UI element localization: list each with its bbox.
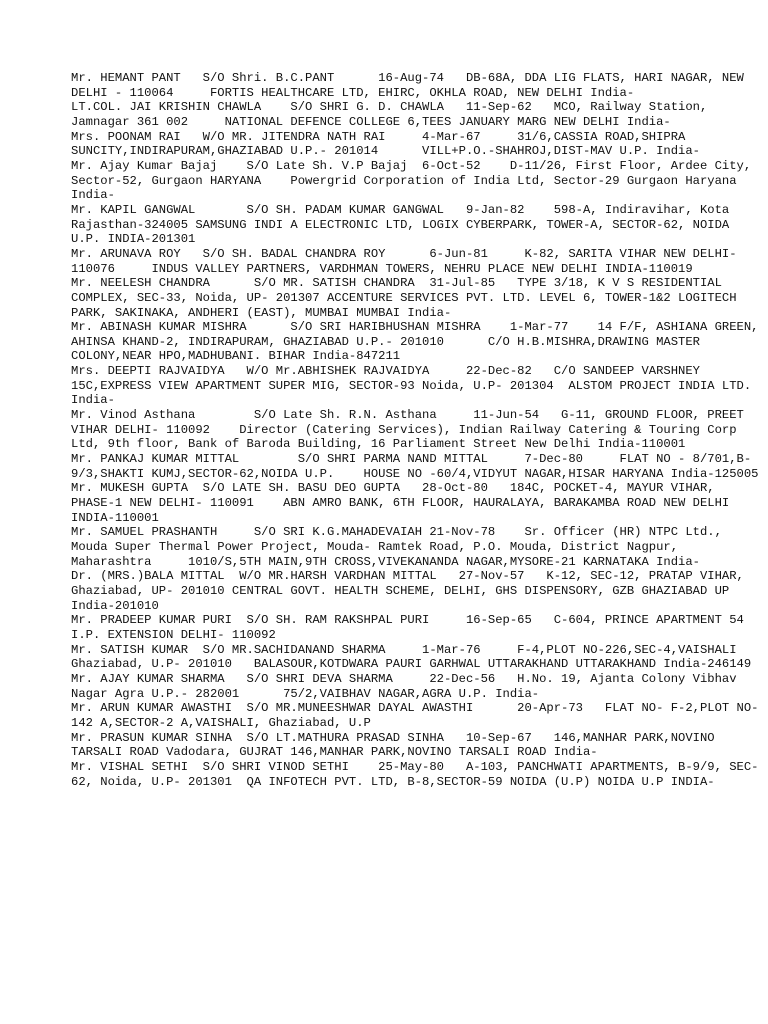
record-entry: Mr. VISHAL SETHI S/O SHRI VINOD SETHI 25-May-80 A-103, PANCHWATI APARTMENTS, B-9/9, SEC-62, Noida, U.P- 201301 QA INFOTECH PVT. LTD, B-8,SECTOR-59 NOIDA (U.P) NOIDA U.P INDIA- <box>71 759 759 789</box>
record-entry: Mr. PANKAJ KUMAR MITTAL S/O SHRI PARMA NAND MITTAL 7-Dec-80 FLAT NO - 8/701,B-9/3,SHAKTI KUMJ,SECTOR-62,NOIDA U.P. HOUSE NO -60/4,VIDYUT NAGAR,HISAR HARYANA India-125005 <box>71 452 759 481</box>
record-entry: Mr. ARUN KUMAR AWASTHI S/O MR.MUNEESHWAR DAYAL AWASTHI 20-Apr-73 FLAT NO- F-2,PLOT NO-142 A,SECTOR-2 A,VAISHALI, Ghaziabad, U.P <box>71 701 759 730</box>
record-entry: Mr. Vinod Asthana S/O Late Sh. R.N. Asthana 11-Jun-54 G-11, GROUND FLOOR, PREET VIHAR DELHI- 110092 Director (Catering Services), Indian Railway Catering & Touring Corp Ltd, 9th floor, Bank of Baroda Building, 16 Parliament Street New Delhi India-110001 <box>71 408 752 452</box>
record-entry: Mr. PRASUN KUMAR SINHA S/O LT.MATHURA PRASAD SINHA 10-Sep-67 146,MANHAR PARK,NOVINO TARSALI ROAD Vadodara, GUJRAT 146,MANHAR PARK,NOVINO TARSALI ROAD India- <box>71 730 722 760</box>
record-entry: Mr. HEMANT PANT S/O Shri. B.C.PANT 16-Aug-74 DB-68A, DDA LIG FLATS, HARI NAGAR, NEW DELHI - 110064 FORTIS HEALTHCARE LTD, EHIRC, OKHLA ROAD, NEW DELHI India- <box>71 71 752 100</box>
record-entry: Mr. SAMUEL PRASHANTH S/O SRI K.G.MAHADEVAIAH 21-Nov-78 Sr. Officer (HR) NTPC Ltd., Mouda Super Thermal Power Project, Mouda- Ramtek Road, P.O. Mouda, District Nagpur, Maharashtra 1010/S,5TH MAIN,9TH CROSS,VIVEKANANDA NAGAR,MYSORE-21 KARNATAKA India- <box>71 525 730 569</box>
record-entry: LT.COL. JAI KRISHIN CHAWLA S/O SHRI G. D. CHAWLA 11-Sep-62 MCO, Railway Station, Jamnagar 361 002 NATIONAL DEFENCE COLLEGE 6,TEES JANUARY MARG NEW DELHI India- <box>71 100 715 129</box>
record-entry: Mrs. POONAM RAI W/O MR. JITENDRA NATH RAI 4-Mar-67 31/6,CASSIA ROAD,SHIPRA SUNCITY,INDIRAPURAM,GHAZIABAD U.P.- 201014 VILL+P.O.-SHAHROJ,DIST-MAV U.P. India- <box>71 129 700 159</box>
record-entry: Mr. NEELESH CHANDRA S/O MR. SATISH CHANDRA 31-Jul-85 TYPE 3/18, K V S RESIDENTIAL COMPLEX, SEC-33, Noida, UP- 201307 ACCENTURE SERVICES PVT. LTD. LEVEL 6, TOWER-1&2 LOGITECH PARK, SAKINAKA, ANDHERI (EAST), MUMBAI MUMBAI India- <box>71 276 744 320</box>
record-entry: Dr. (MRS.)BALA MITTAL W/O MR.HARSH VARDHAN MITTAL 27-Nov-57 K-12, SEC-12, PRATAP VIHAR, Ghaziabad, UP- 201010 CENTRAL GOVT. HEALTH SCHEME, DELHI, GHS DISPENSORY, GZB GHAZIABAD UP India-201010 <box>71 569 752 613</box>
record-entry: Mr. AJAY KUMAR SHARMA S/O SHRI DEVA SHARMA 22-Dec-56 H.No. 19, Ajanta Colony Vibhav Nagar Agra U.P.- 282001 75/2,VAIBHAV NAGAR,AGRA U.P. India- <box>71 671 744 701</box>
record-entry: Mr. KAPIL GANGWAL S/O SH. PADAM KUMAR GANGWAL 9-Jan-82 598-A, Indiravihar, Kota Rajasthan-324005 SAMSUNG INDI A ELECTRONIC LTD, LOGIX CYBERPARK, TOWER-A, SECTOR-62, NOIDA U.P. INDIA-201301 <box>71 202 737 247</box>
record-entry: Mr. ABINASH KUMAR MISHRA S/O SRI HARIBHUSHAN MISHRA 1-Mar-77 14 F/F, ASHIANA GREEN, AHINSA KHAND-2, INDIRAPURAM, GHAZIABAD U.P.- 201010 C/O H.B.MISHRA,DRAWING MASTER COLONY,NEAR HPO,MADHUBANI. BIHAR India-847211 <box>71 320 766 364</box>
record-entry: Mrs. DEEPTI RAJVAIDYA W/O Mr.ABHISHEK RAJVAIDYA 22-Dec-82 C/O SANDEEP VARSHNEY 15C,EXPRESS VIEW APARTMENT SUPER MIG, SECTOR-93 Noida, U.P- 201304 ALSTOM PROJECT INDIA LTD. India- <box>71 364 759 408</box>
record-entry: Mr. SATISH KUMAR S/O MR.SACHIDANAND SHARMA 1-Mar-76 F-4,PLOT NO-226,SEC-4,VAISHALI Ghaziabad, U.P- 201010 BALASOUR,KOTDWARA PAURI GARHWAL UTTARAKHAND UTTARAKHAND India-246149 <box>71 642 752 672</box>
record-entry: Mr. MUKESH GUPTA S/O LATE SH. BASU DEO GUPTA 28-Oct-80 184C, POCKET-4, MAYUR VIHAR, PHASE-1 NEW DELHI- 110091 ABN AMRO BANK, 6TH FLOOR, HAURALAYA, BARAKAMBA ROAD NEW DELHI INDIA-110001 <box>71 481 737 525</box>
document-body <box>71 71 766 789</box>
record-entry: Mr. Ajay Kumar Bajaj S/O Late Sh. V.P Bajaj 6-Oct-52 D-11/26, First Floor, Ardee City, Sector-52, Gurgaon HARYANA Powergrid Corporation of India Ltd, Sector-29 Gurgaon Haryana India- <box>71 158 759 203</box>
record-entry: Mr. ARUNAVA ROY S/O SH. BADAL CHANDRA ROY 6-Jun-81 K-82, SARITA VIHAR NEW DELHI- 110076 INDUS VALLEY PARTNERS, VARDHMAN TOWERS, NEHRU PLACE NEW DELHI INDIA-110019 <box>71 246 744 276</box>
record-entry: Mr. PRADEEP KUMAR PURI S/O SH. RAM RAKSHPAL PURI 16-Sep-65 C-604, PRINCE APARTMENT 54 I.P. EXTENSION DELHI- 110092 <box>71 613 752 642</box>
